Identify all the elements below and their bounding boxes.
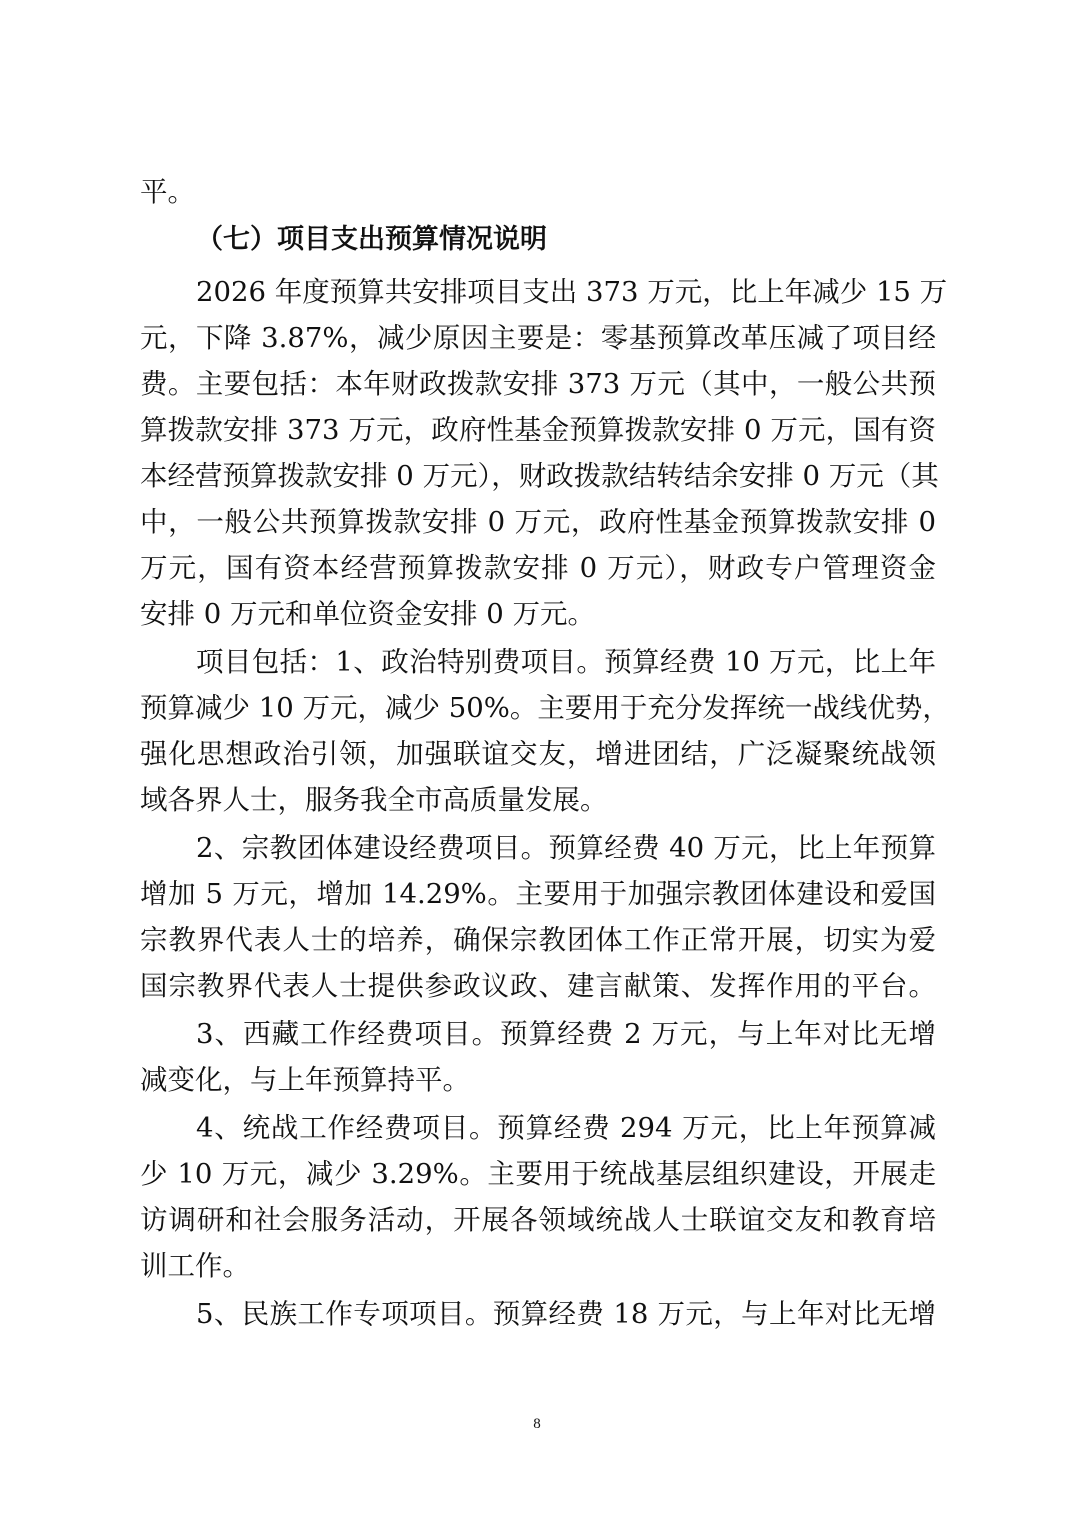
text-line-11: 项目包括：1、政治特别费项目。预算经费 10 万元，比上年: [196, 646, 936, 678]
text-line-14: 域各界人士，服务我全市高质量发展。: [140, 784, 608, 816]
text-line-22: 少 10 万元，减少 3.29%。主要用于统战基层组织建设，开展走: [140, 1158, 936, 1190]
text-line-10: 安排 0 万元和单位资金安排 0 万元。: [140, 598, 595, 630]
text-line-18: 国宗教界代表人士提供参政议政、建言献策、发挥作用的平台。: [140, 970, 936, 1002]
section-heading: （七）项目支出预算情况说明: [196, 224, 547, 255]
text-line-16: 增加 5 万元，增加 14.29%。主要用于加强宗教团体建设和爱国: [140, 878, 936, 910]
text-line-15: 2、宗教团体建设经费项目。预算经费 40 万元，比上年预算: [196, 832, 936, 864]
text-line-12: 预算减少 10 万元，减少 50%。主要用于充分发挥统一战线优势，: [140, 692, 950, 724]
text-line-23: 访调研和社会服务活动，开展各领域统战人士联谊交友和教育培: [140, 1204, 936, 1236]
text-line-9: 万元，国有资本经营预算拨款安排 0 万元），财政专户管理资金: [140, 552, 936, 584]
text-line-20: 减变化，与上年预算持平。: [140, 1064, 470, 1096]
text-line-4: 元，下降 3.87%，减少原因主要是：零基预算改革压减了项目经: [140, 322, 936, 354]
text-line-13: 强化思想政治引领，加强联谊交友，增进团结，广泛凝聚统战领: [140, 738, 936, 770]
text-line-19: 3、西藏工作经费项目。预算经费 2 万元，与上年对比无增: [196, 1018, 936, 1050]
page-number: 8: [533, 1416, 541, 1432]
text-line-8: 中，一般公共预算拨款安排 0 万元，政府性基金预算拨款安排 0: [140, 506, 936, 538]
text-line-21: 4、统战工作经费项目。预算经费 294 万元，比上年预算减: [196, 1112, 936, 1144]
text-line-25: 5、民族工作专项项目。预算经费 18 万元，与上年对比无增: [196, 1298, 936, 1330]
text-line-6: 算拨款安排 373 万元，政府性基金预算拨款安排 0 万元，国有资: [140, 414, 936, 446]
text-line-1: 平。: [140, 176, 195, 208]
text-line-17: 宗教界代表人士的培养，确保宗教团体工作正常开展，切实为爱: [140, 924, 936, 956]
text-line-24: 训工作。: [140, 1250, 250, 1282]
text-line-3: 2026 年度预算共安排项目支出 373 万元，比上年减少 15 万: [196, 276, 948, 308]
text-line-7: 本经营预算拨款安排 0 万元），财政拨款结转结余安排 0 万元（其: [140, 460, 939, 492]
text-line-5: 费。主要包括：本年财政拨款安排 373 万元（其中，一般公共预: [140, 368, 936, 400]
